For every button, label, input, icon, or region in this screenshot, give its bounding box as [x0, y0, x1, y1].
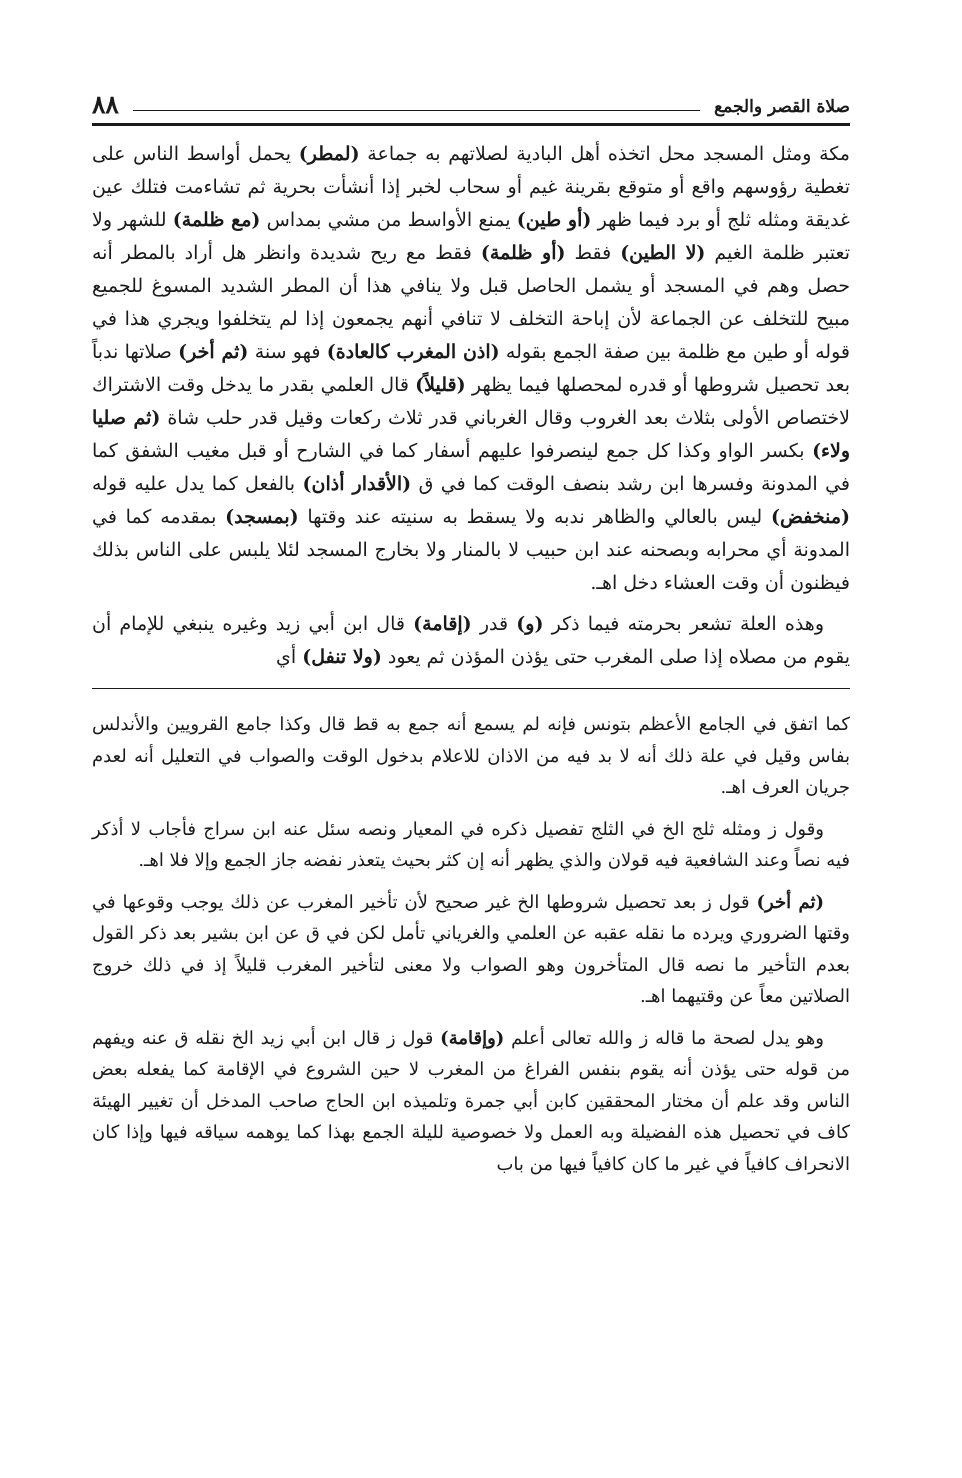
text-run: فقط [565, 242, 621, 264]
text-run: وهذه العلة تشعر بحرمته فيما ذكر [543, 613, 824, 635]
text-run: كما اتفق في الجامع الأعظم بتونس فإنه لم يسمع أنه جمع به قط قال وكذا جامع القرويين والأندلس بفاس وقيل في علة ذلك أنه لا بد فيه من الاذان للاعلام بدخول الوقت والصواب في التعليل أنه لعدم جريان العرف اهـ. [92, 714, 850, 798]
text-run: فقط مع ريح شديدة وانظر هل أراد بالمطر أنه حصل وهم في المسجد أو يشمل الحاصل قبل ولا ينافي هذا أن المطر الشديد المسوغ للجميع مبيح للتخلف عن الجماعة لأن إباحة التخلف لا تنافي أنهم يجمعون إذا لم يتخلفوا ويجري هذا في قوله أو طين مع ظلمة بين صفة الجمع بقوله [92, 242, 850, 363]
footnote-paragraph-4 [92, 1023, 850, 1181]
bold-quote: (الأقدار أذان) [302, 473, 412, 495]
text-run: بمقدمه كما في المدونة أي محرابه وبصحنه عند ابن حبيب لا بالمنار ولا بخارج المسجد لئلا يلبس على الناس بذلك فيظنون أن وقت العشاء دخل اهـ. [92, 506, 850, 594]
book-page [92, 84, 850, 1190]
text-run: صلاتها ندباً بعد تحصيل شروطها أو قدره لمحصلها فيما يظهر [92, 341, 850, 396]
text-run: للشهر ولا تعتبر ظلمة الغيم [92, 209, 850, 264]
text-run: فهو سنة [248, 341, 327, 363]
page-number: ٨٨ [92, 90, 119, 119]
header-divider [92, 123, 850, 126]
bold-quote: (إقامة) [413, 613, 472, 635]
text-run: قال العلمي بقدر ما يدخل وقت الاشتراك لاختصاص الأولى بثلاث بعد الغروب وقال الغرباني قدر ثلاث ركعات وقيل قدر حلب شاة [92, 374, 851, 429]
running-title: صلاة القصر والجمع [714, 97, 850, 117]
header-rule [133, 110, 700, 111]
bold-quote: (أو طين) [516, 209, 592, 231]
text-run: ليس بالعالي والظاهر ندبه ولا يسقط به سنيته عند وقتها [298, 506, 771, 528]
text-run: مكة ومثل المسجد محل اتخذه أهل البادية لصلاتهم به جماعة [359, 143, 850, 165]
text-run: قال ابن أبي زيد وغيره ينبغي للإمام أن يقوم من مصلاه إذا صلى المغرب حتى يؤذن المؤذن ثم يعود [92, 613, 850, 668]
footnotes [92, 709, 850, 1180]
bold-quote: (ثم أخر) [178, 341, 249, 363]
footnote-paragraph-2 [92, 814, 850, 877]
footnote-paragraph-1 [92, 709, 850, 804]
bold-quote: (لا الطين) [620, 242, 706, 264]
bold-quote: (لمطر) [298, 143, 360, 165]
bold-quote: (و) [516, 613, 544, 635]
main-paragraph-2 [92, 608, 850, 674]
footnote-paragraph-3 [92, 887, 850, 1013]
bold-quote: (وإقامة) [440, 1027, 505, 1049]
text-run: يمنع الأواسط من مشي بمداس [260, 209, 517, 231]
text-run: بكسر الواو وكذا كل جمع لينصرفوا عليهم أسفار كما في الشارح أو قبل مغيب الشفق كما في المدونة وفسرها ابن رشد بنصف الوقت كما في ق [92, 440, 850, 495]
main-text [92, 138, 850, 674]
page-header [92, 84, 850, 120]
bold-quote: (ثم أخر) [756, 891, 824, 913]
text-run: بالفعل كما يدل عليه قوله [92, 473, 303, 495]
text-run: وقول ز ومثله ثلج الخ في الثلج تفصيل ذكره في المعيار ونصه سئل عنه ابن سراج فأجاب لا أذكر فيه نصاً وعند الشافعية فيه قولان والذي يظهر أنه إن كثر بحيث يتعذر نفضه جاز الجمع وإلا فلا اهـ. [92, 818, 850, 871]
bold-quote: (مع ظلمة) [172, 209, 261, 231]
text-run: قدر [471, 613, 517, 635]
text-run: وهو يدل لصحة ما قاله ز والله تعالى أعلم [504, 1027, 824, 1049]
bold-quote: (بمسجد) [225, 506, 299, 528]
text-run: قول ز بعد تحصيل شروطها الخ غير صحيح لأن تأخير المغرب عن ذلك يوجب وقوعها في وقتها الضروري ويرده ما نقله عقبه عن العلمي والغرياني تأمل لكن في ق عن ابن بشير بعد ذكر القول بعدم التأخير ما نصه قال المتأخرون وهو الصواب ولا معنى لتأخير المغرب قليلاً إذ في ذلك خروج الصلاتين معاً عن وقتيهما اهـ. [92, 891, 850, 1007]
main-paragraph-1 [92, 138, 850, 600]
text-run: يحمل أواسط الناس على تغطية رؤوسهم واقع أو متوقع بقرينة غيم أو سحاب لخبر إذا أنشأت بحرية ثم تشاءمت فتلك عين غديقة ومثله ثلج أو برد فيما ظهر [92, 143, 850, 231]
text-run: أي [276, 646, 303, 668]
footnote-divider [92, 688, 850, 689]
text-run: قول ز قال ابن أبي زيد الخ نقله ق عنه ويفهم من قوله حتى يؤذن أنه يقوم بنفس الفراغ من المغرب لا حين الشروع في الإقامة كما يفعله بعض الناس وقد علم أن مختار المحققين كابن أبي جمرة وتلميذه ابن الحاج صاحب المدخل أن تغيير الهيئة كاف في تحصيل هذه الفضيلة وبه العمل ولا خصوصية لليلة الجمع بهذا كما يوهمه سياقه فيها وإذا كان الانحراف كافياً في غير ما كان كافياً فيها من باب [92, 1027, 850, 1175]
bold-quote: (قليلاً) [415, 374, 466, 396]
bold-quote: (ولا تنفل) [302, 646, 382, 668]
bold-quote: (ثم صليا ولاء) [92, 407, 850, 462]
bold-quote: (أو ظلمة) [480, 242, 566, 264]
bold-quote: (منخفض) [770, 506, 850, 528]
bold-quote: (اذن المغرب كالعادة) [326, 341, 500, 363]
